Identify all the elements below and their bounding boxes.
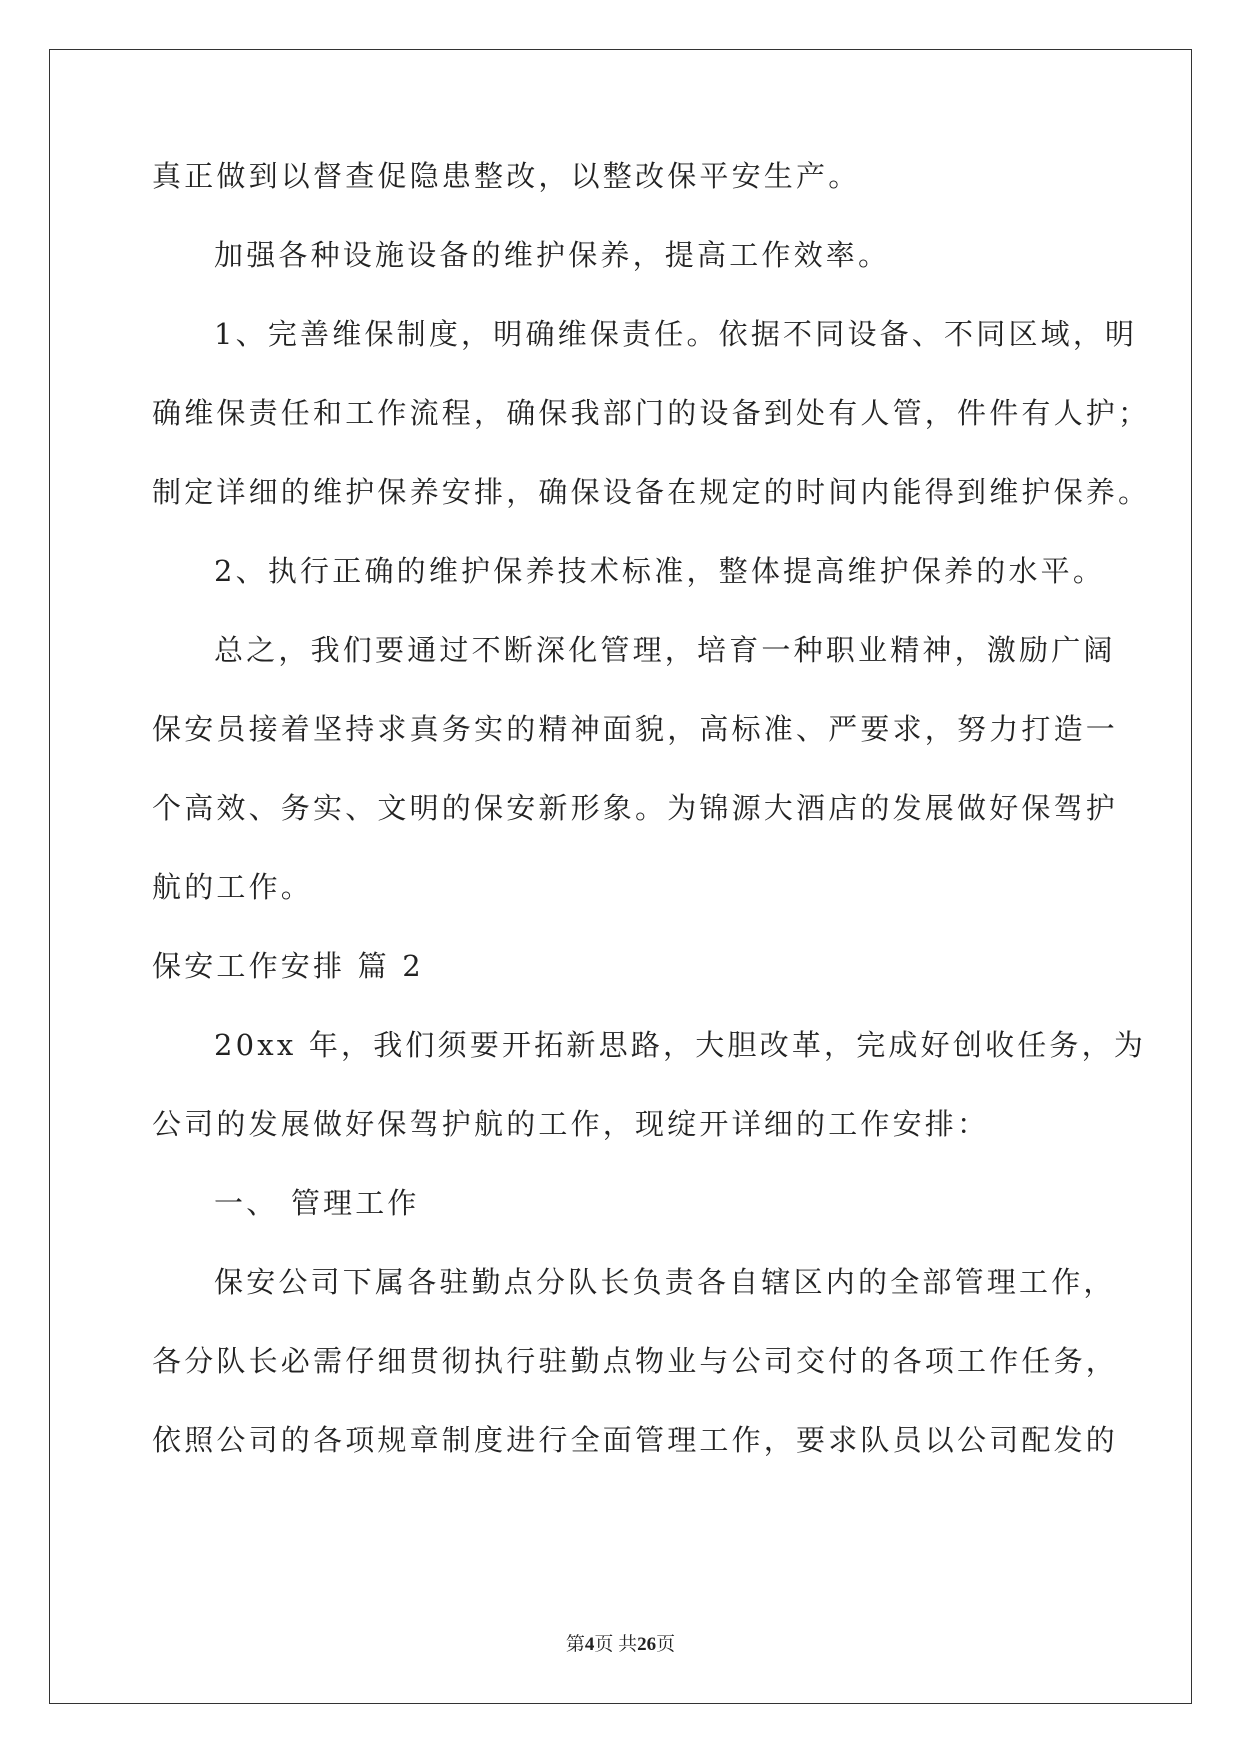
text-line: 依照公司的各项规章制度进行全面管理工作，要求队员以公司配发的 [152,1423,1119,1457]
text-line: 加强各种设施设备的维护保养，提高工作效率。 [214,238,891,272]
text-line: 20xx 年，我们须要开拓新思路，大胆改革，完成好创收任务，为 [214,1028,1147,1062]
total-page-count: 26 [637,1634,657,1655]
current-page-number: 4 [584,1634,595,1655]
section-heading: 保安工作安排 篇 2 [152,949,424,983]
text-line: 公司的发展做好保驾护航的工作，现绽开详细的工作安排： [152,1107,990,1141]
footer-prefix: 第 [565,1634,585,1655]
text-line: 保安员接着坚持求真务实的精神面貌，高标准、严要求，努力打造一 [152,712,1119,746]
text-line: 航的工作。 [152,870,314,904]
subsection-heading: 一、 管理工作 [214,1186,420,1220]
text-line: 1、完善维保制度，明确维保责任。依据不同设备、不同区域，明 [214,317,1138,351]
footer-suffix: 页 [656,1634,676,1655]
footer-mid: 页 共 [594,1634,638,1655]
text-line: 确维保责任和工作流程，确保我部门的设备到处有人管，件件有人护； [152,396,1151,430]
text-line: 真正做到以督查促隐患整改，以整改保平安生产。 [152,159,861,193]
text-line: 保安公司下属各驻勤点分队长负责各自辖区内的全部管理工作， [214,1265,1116,1299]
text-line: 制定详细的维护保养安排，确保设备在规定的时间内能得到维护保养。 [152,475,1151,509]
text-line: 2、执行正确的维护保养技术标准，整体提高维护保养的水平。 [214,554,1106,588]
text-line: 各分队长必需仔细贯彻执行驻勤点物业与公司交付的各项工作任务， [152,1344,1119,1378]
text-line: 总之，我们要通过不断深化管理，培育一种职业精神，激励广阔 [214,633,1116,667]
page-footer [0,1633,1241,1657]
text-line: 个高效、务实、文明的保安新形象。为锦源大酒店的发展做好保驾护 [152,791,1119,825]
